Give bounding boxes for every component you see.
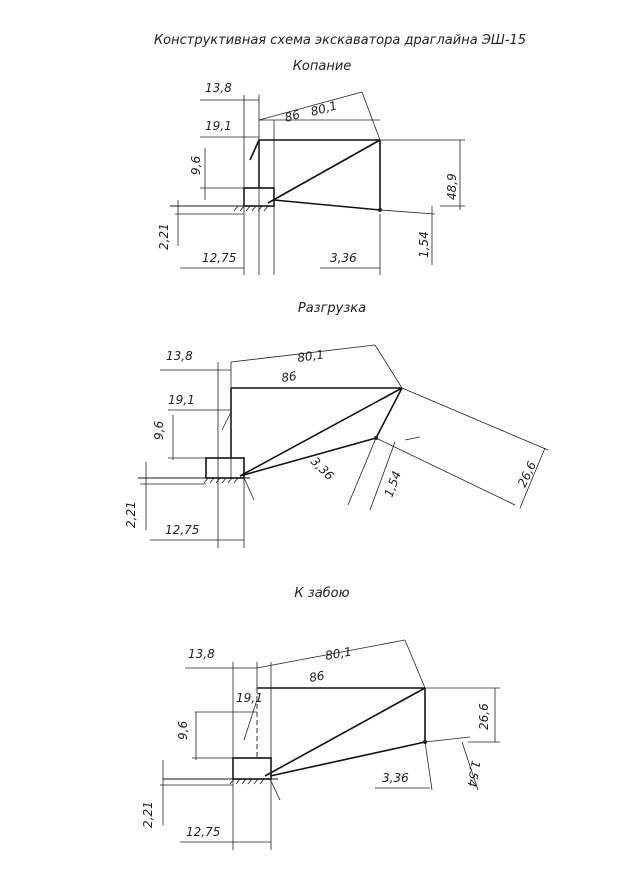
boom bbox=[265, 688, 425, 776]
view-digging bbox=[157, 59, 465, 275]
dim-pivot-offset: 19,1 bbox=[236, 691, 263, 705]
dim-bucket-length: 3,36 bbox=[330, 251, 357, 265]
dim-pivot-offset: 19,1 bbox=[205, 119, 232, 133]
dim-ground-height: 2,21 bbox=[141, 801, 155, 828]
view-to-face-caption: К забою bbox=[294, 586, 350, 601]
view-to-face bbox=[141, 586, 500, 850]
dim-bucket-height: 1,54 bbox=[464, 759, 483, 789]
dim-bucket-height: 1,54 bbox=[417, 231, 431, 258]
view-unloading bbox=[124, 301, 548, 548]
dim-boom-length: 86 bbox=[280, 368, 298, 385]
dim-cab-width: 12,75 bbox=[202, 251, 237, 265]
dim-lift-height: 48,9 bbox=[445, 173, 459, 200]
dim-ground-height: 2,21 bbox=[124, 501, 138, 528]
dim-boom-reach: 80,1 bbox=[296, 347, 325, 365]
dim-mast-height: 9,6 bbox=[189, 155, 203, 175]
bucket-point bbox=[378, 208, 382, 212]
dim-boom-length: 86 bbox=[283, 107, 302, 125]
drawing-title: Конструктивная схема экскаватора драглайна ЭШ-15 bbox=[153, 33, 527, 48]
dim-cab-width: 12,75 bbox=[186, 825, 221, 839]
dim-base-width: 13,8 bbox=[166, 349, 193, 363]
dim-mast-height: 9,6 bbox=[152, 420, 166, 440]
dim-base-width: 13,8 bbox=[188, 647, 215, 661]
excavator-cab bbox=[206, 458, 244, 478]
dim-bucket-length: 3,36 bbox=[307, 454, 337, 484]
dim-pivot-offset: 19,1 bbox=[168, 393, 195, 407]
dim-boom-reach: 80,1 bbox=[309, 98, 339, 119]
drag-rope bbox=[274, 200, 380, 210]
dim-boom-reach: 80,1 bbox=[324, 644, 353, 663]
dim-lift-height: 26,6 bbox=[515, 459, 540, 490]
dim-lift-height: 26,6 bbox=[477, 703, 491, 730]
dim-boom-length: 86 bbox=[308, 668, 326, 685]
drag-rope bbox=[240, 438, 376, 476]
view-digging-caption: Копание bbox=[292, 59, 352, 74]
view-unloading-caption: Разгрузка bbox=[297, 301, 367, 316]
dim-ground-height: 2,21 bbox=[157, 223, 171, 250]
dim-bucket-height: 1,54 bbox=[381, 469, 404, 500]
dim-bucket-length: 3,36 bbox=[382, 771, 409, 785]
dim-mast-height: 9,6 bbox=[176, 720, 190, 740]
dim-cab-width: 12,75 bbox=[165, 523, 200, 537]
boom bbox=[268, 140, 380, 203]
dim-base-width: 13,8 bbox=[205, 81, 232, 95]
